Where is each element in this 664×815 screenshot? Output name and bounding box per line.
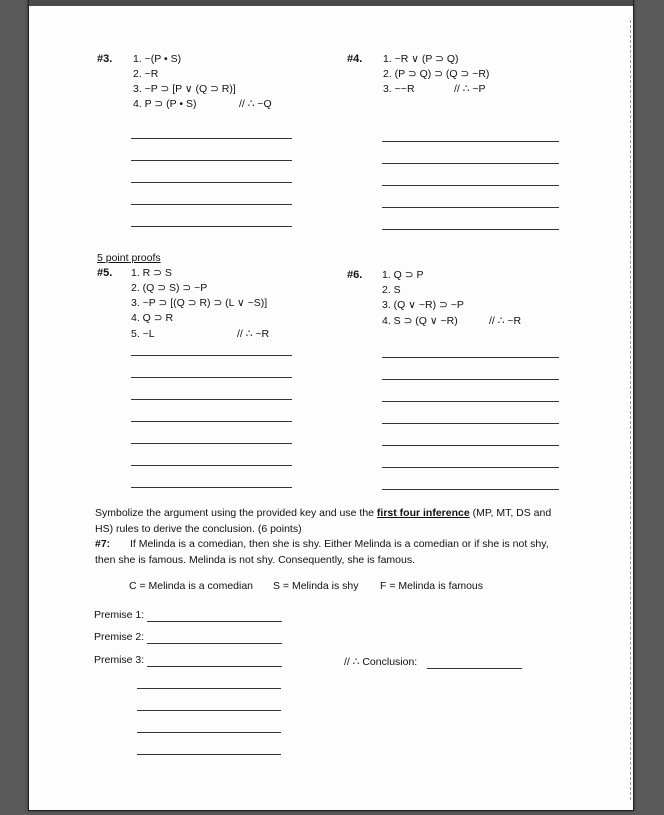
premise-1-line[interactable]: [147, 621, 282, 622]
problem-3-label: #3.: [97, 53, 113, 65]
key-f: F = Melinda is famous: [380, 580, 484, 592]
answer-line[interactable]: [131, 421, 292, 422]
answer-line[interactable]: [131, 443, 292, 444]
problem-4-line-1: 1. ~R ∨ (P ⊃ Q): [383, 53, 459, 65]
page-edge-shadow: [630, 20, 631, 800]
section-title: 5 point proofs: [97, 252, 161, 264]
answer-line[interactable]: [137, 688, 281, 689]
problem-5-line-4: 4. Q ⊃ R: [131, 312, 174, 324]
answer-line[interactable]: [131, 355, 292, 356]
problem-5-line-3: 3. ~P ⊃ [(Q ⊃ R) ⊃ (L ∨ ~S)]: [131, 297, 268, 309]
answer-line[interactable]: [131, 377, 292, 378]
problem-5-line-1: 1. R ⊃ S: [131, 267, 172, 279]
viewer-top-edge: [29, 0, 633, 6]
problem-3-line-4: 4. P ⊃ (P • S): [133, 98, 197, 110]
instructions-emphasis: first four inference: [376, 507, 470, 519]
problem-6-line-4: 4. S ⊃ (Q ∨ ~R): [382, 315, 458, 327]
instructions: [95, 505, 565, 537]
answer-line[interactable]: [382, 379, 559, 380]
problem-3-line-1: 1. ~(P • S): [133, 53, 182, 65]
answer-line[interactable]: [131, 226, 292, 227]
problem-4-label: #4.: [347, 53, 363, 65]
key-s: S = Melinda is shy: [273, 580, 359, 592]
conclusion-line[interactable]: [427, 668, 522, 669]
answer-line[interactable]: [131, 399, 292, 400]
answer-line[interactable]: [382, 357, 559, 358]
problem-7-label: #7:: [95, 538, 111, 550]
problem-4-line-3: 3. ~~R: [383, 83, 415, 95]
document-page: [28, 0, 634, 811]
instructions-part-2: (MP, MT, DS and HS) rules to derive the conclusion. (6 points): [95, 507, 552, 535]
answer-line[interactable]: [131, 138, 292, 139]
instructions-part-1: Symbolize the argument using the provided key and use the: [95, 507, 377, 519]
conclusion-label: // ∴ Conclusion:: [344, 656, 418, 668]
answer-line[interactable]: [382, 489, 559, 490]
problem-4-line-2: 2. (P ⊃ Q) ⊃ (Q ⊃ ~R): [383, 68, 490, 80]
answer-line[interactable]: [131, 204, 292, 205]
problem-3-line-2: 2. ~R: [133, 68, 159, 80]
answer-line[interactable]: [382, 229, 559, 230]
premise-2-label: Premise 2:: [94, 631, 145, 643]
problem-3-line-3: 3. ~P ⊃ [P ∨ (Q ⊃ R)]: [133, 83, 236, 95]
problem-6-line-3: 3. (Q ∨ ~R) ⊃ ~P: [382, 299, 464, 311]
answer-line[interactable]: [382, 423, 559, 424]
problem-6-conclusion: // ∴ ~R: [489, 315, 522, 327]
premise-3-label: Premise 3:: [94, 654, 145, 666]
answer-line[interactable]: [382, 185, 559, 186]
answer-line[interactable]: [382, 141, 559, 142]
problem-5-conclusion: // ∴ ~R: [237, 328, 270, 340]
answer-line[interactable]: [382, 401, 559, 402]
problem-6-line-2: 2. S: [382, 284, 401, 296]
problem-3-conclusion: // ∴ ~Q: [239, 98, 272, 110]
answer-line[interactable]: [382, 207, 559, 208]
key-c: C = Melinda is a comedian: [129, 580, 254, 592]
answer-line[interactable]: [137, 710, 281, 711]
answer-line[interactable]: [131, 487, 292, 488]
problem-5-line-5: 5. ~L: [131, 328, 155, 340]
problem-5-line-2: 2. (Q ⊃ S) ⊃ ~P: [131, 282, 208, 294]
problem-5-label: #5.: [97, 267, 113, 279]
answer-line[interactable]: [382, 445, 559, 446]
problem-6-line-1: 1. Q ⊃ P: [382, 269, 424, 281]
problem-4-conclusion: // ∴ ~P: [454, 83, 486, 95]
answer-line[interactable]: [137, 732, 281, 733]
premise-3-line[interactable]: [147, 666, 282, 667]
premise-2-line[interactable]: [147, 643, 282, 644]
answer-line[interactable]: [137, 754, 281, 755]
problem-7-text: If Melinda is a comedian, then she is shy. Either Melinda is a comedian or if she is not shy, then she is famous. Melinda is not shy. Consequently, she is famous.: [95, 538, 549, 566]
premise-1-label: Premise 1:: [94, 609, 145, 621]
answer-line[interactable]: [131, 160, 292, 161]
problem-6-label: #6.: [347, 269, 363, 281]
answer-line[interactable]: [131, 465, 292, 466]
answer-line[interactable]: [382, 163, 559, 164]
answer-line[interactable]: [382, 467, 559, 468]
answer-line[interactable]: [131, 182, 292, 183]
